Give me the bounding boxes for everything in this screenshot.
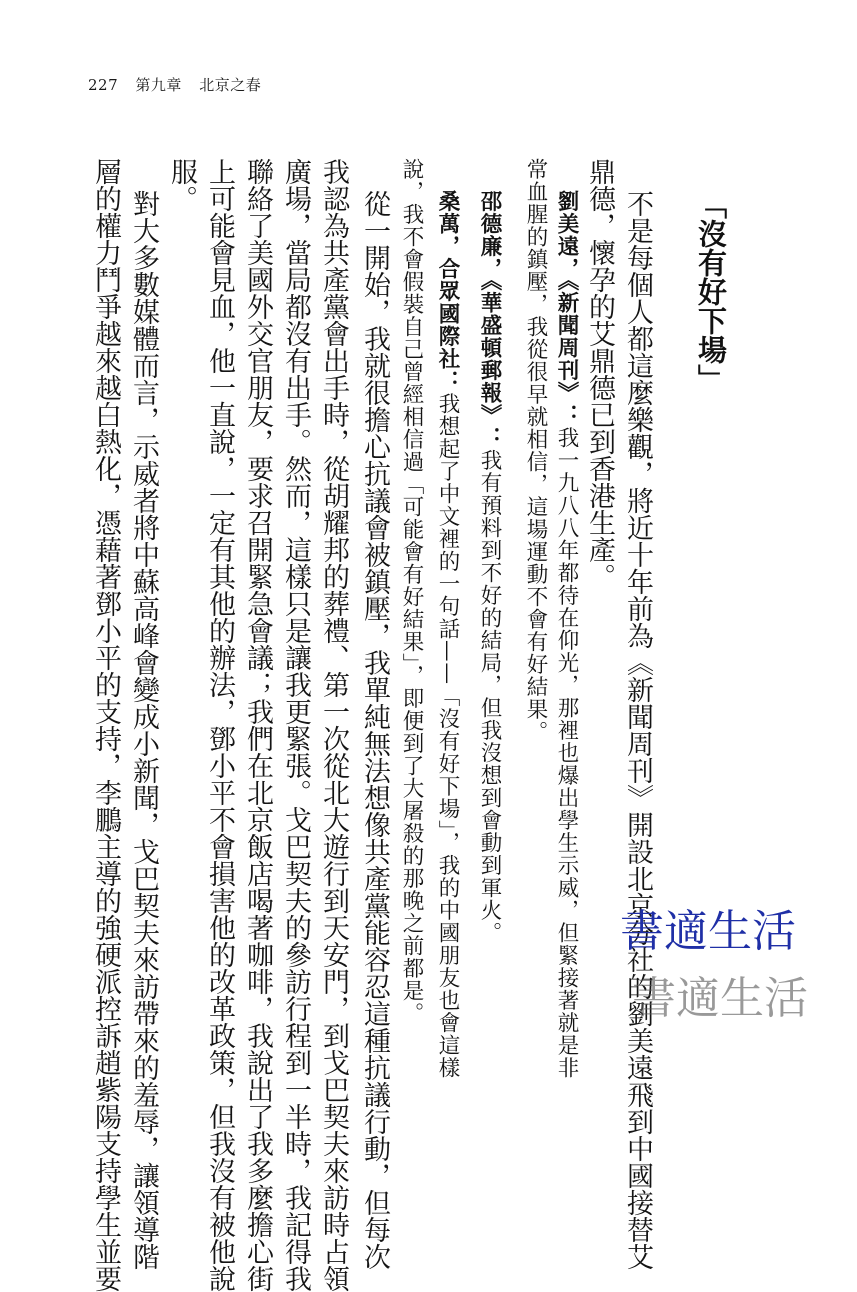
section-title: 「沒有好下場」 [694, 190, 728, 393]
quote-text: 我有預料到不好的結局，但我沒想到會動到軍火。 [477, 449, 502, 945]
quote-outlet: 《新聞周刊》： [554, 280, 579, 427]
paragraph-line: 從一開始，我就很擔心抗議會被鎮壓，我單純無法想像共產黨能容忍這種抗議行動，但每次 [359, 190, 390, 1270]
paragraph-line: 上可能會見血，他一直說，一定有其他的辦法，鄧小平不會損害他的改革政策，但我沒有被他說 [204, 158, 235, 1292]
quote-line [473, 190, 505, 944]
quote-speaker: 劉美遠， [554, 190, 579, 280]
quote-line [431, 190, 463, 1079]
quote-outlet: 合眾國際社： [435, 257, 460, 393]
watermark-primary: 書適生活 [620, 906, 796, 957]
chapter-label: 第九章 [135, 76, 182, 94]
paragraph-line: 鼎德，懷孕的艾鼎德已到香港生產。 [584, 158, 615, 590]
quote-text: 我一九八八年都待在仰光，那裡也爆出學生示威，但緊接著就是非 [554, 426, 579, 1080]
quote-line: 常血腥的鎮壓，我從很早就相信，這場運動不會有好結果。 [523, 158, 548, 743]
paragraph-line: 對大多數媒體而言，示威者將中蘇高峰會變成小新聞，戈巴契夫來訪帶來的羞辱，讓領導階 [128, 190, 159, 1270]
quote-text: 我想起了中文裡的一句話——「沒有好下場」，我的中國朋友也會這樣 [435, 392, 460, 1080]
quote-line: 說，我不會假裝自己曾經相信過「可能會有好結果」，即便到了大屠殺的那晚之前都是。 [399, 158, 424, 1025]
quote-speaker: 桑萬， [435, 190, 460, 258]
paragraph-line: 我認為共產黨會出手時，從胡耀邦的葬禮、第一次從北大遊行到天安門，到戈巴契夫來訪時占領 [318, 158, 349, 1292]
quote-outlet: 《華盛頓郵報》： [477, 280, 502, 450]
quote-speaker: 邵德廉， [477, 190, 502, 280]
paragraph-line: 不是每個人都這麼樂觀，將近十年前為《新聞周刊》開設北京分社的劉美遠飛到中國接替艾 [622, 190, 653, 1270]
watermark-shadow: 書適生活 [632, 973, 808, 1024]
page-number: 227 [88, 76, 119, 94]
chapter-title: 北京之春 [199, 76, 262, 94]
quote-line [550, 190, 582, 1079]
paragraph-line: 層的權力鬥爭越來越白熱化，憑藉著鄧小平的支持，李鵬主導的強硬派控訴趙紫陽支持學生並要 [90, 158, 121, 1292]
paragraph-line: 廣場，當局都沒有出手。然而，這樣只是讓我更緊張。戈巴契夫的參訪行程到一半時，我記得我 [280, 158, 311, 1292]
paragraph-line: 服。 [166, 158, 197, 212]
running-head [88, 74, 273, 95]
paragraph-line: 聯絡了美國外交官朋友，要求召開緊急會議；我們在北京飯店喝著咖啡，我說出了我多麼擔心街 [242, 158, 273, 1292]
